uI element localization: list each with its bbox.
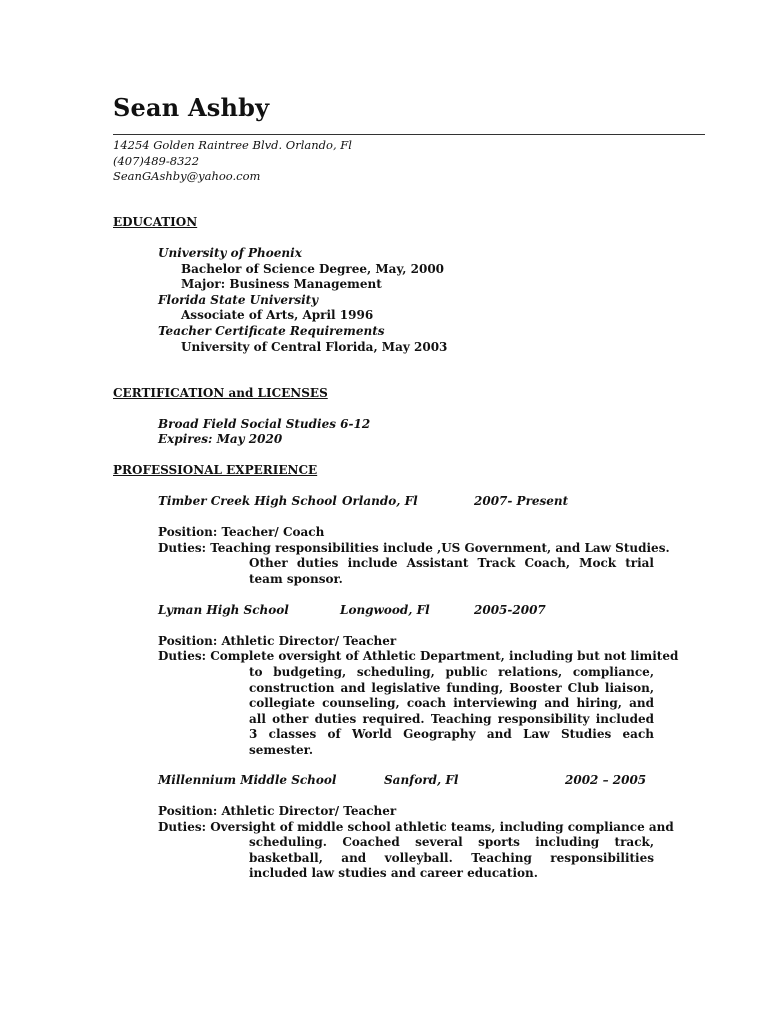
- job-dates: 2005-2007: [474, 603, 546, 617]
- contact-address: 14254 Golden Raintree Blvd. Orlando, Fl: [113, 138, 352, 152]
- education-detail: Major: Business Management: [181, 277, 382, 291]
- job-duties-first: Duties: Oversight of middle school athletic teams, including compliance and: [158, 820, 674, 834]
- contact-phone: (407)489-8322: [113, 154, 200, 168]
- job-location: Longwood, Fl: [340, 603, 430, 617]
- education-detail: Associate of Arts, April 1996: [181, 308, 374, 322]
- education-detail: Bachelor of Science Degree, May, 2000: [181, 262, 445, 276]
- job-duties-first: Duties: Complete oversight of Athletic Department, including but not limited: [158, 649, 679, 663]
- job-school: Millennium Middle School: [158, 773, 337, 787]
- job-dates: 2002 – 2005: [565, 773, 647, 787]
- resume-name: Sean Ashby: [113, 93, 270, 122]
- job-duties-rest: to budgeting, scheduling, public relations, compliance, construction and legislative funding, Booster Club liaison, collegiate counseling, coach interviewing and hiring, and all other duties required. Teaching responsibility included 3 classes of World Geography and Law Studies each semester.: [249, 665, 654, 757]
- job-location: Sanford, Fl: [384, 773, 459, 787]
- certification-line: Expires: May 2020: [158, 432, 283, 446]
- job-position: Position: Athletic Director/ Teacher: [158, 634, 397, 648]
- education-school: University of Phoenix: [158, 246, 302, 260]
- header-divider: [113, 134, 705, 135]
- education-school: Florida State University: [158, 293, 319, 307]
- education-heading: EDUCATION: [113, 215, 198, 229]
- job-duties-rest: Other duties include Assistant Track Coach, Mock trial team sponsor.: [249, 556, 654, 586]
- job-location: Orlando, Fl: [342, 494, 418, 508]
- job-duties-first: Duties: Teaching responsibilities include ,US Government, and Law Studies.: [158, 541, 670, 555]
- job-position: Position: Teacher/ Coach: [158, 525, 325, 539]
- experience-heading: PROFESSIONAL EXPERIENCE: [113, 463, 318, 477]
- certification-heading: CERTIFICATION and LICENSES: [113, 386, 328, 400]
- certification-line: Broad Field Social Studies 6-12: [158, 417, 371, 431]
- job-school: Lyman High School: [158, 603, 289, 617]
- job-position: Position: Athletic Director/ Teacher: [158, 804, 397, 818]
- contact-email[interactable]: SeanGAshby@yahoo.com: [113, 169, 261, 183]
- education-detail: University of Central Florida, May 2003: [181, 340, 448, 354]
- education-school: Teacher Certificate Requirements: [158, 324, 385, 338]
- job-school: Timber Creek High School: [158, 494, 337, 508]
- job-dates: 2007- Present: [474, 494, 569, 508]
- job-duties-rest: scheduling. Coached several sports including track, basketball, and volleyball. Teaching responsibilities included law studies and career education.: [249, 835, 654, 881]
